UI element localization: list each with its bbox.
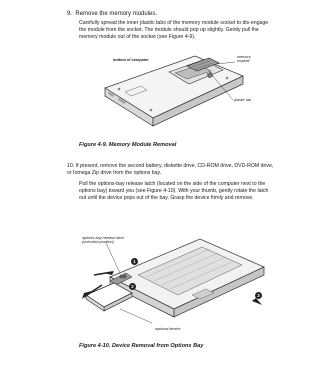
plastic-tab-label: plastic tab	[234, 98, 252, 102]
step-9-title: Remove the memory modules.	[75, 11, 158, 17]
bottom-of-computer-label: bottom of computer	[113, 58, 149, 62]
callout-1: 1	[131, 258, 138, 265]
step-10-title: If present, remove the second battery, diskette drive, CD-ROM drive, DVD-ROM drive, or Iomega Zip drive from the options bay.	[67, 163, 274, 177]
callout-3: 3	[255, 292, 262, 299]
step-9-number: 9.	[67, 11, 73, 17]
figure-4-10-caption: Figure 4-10. Device Removal from Options Bay	[79, 343, 204, 349]
figure-4-9-caption: Figure 4-9. Memory Module Removal	[79, 142, 177, 148]
step-9-heading	[67, 11, 157, 18]
step-10-heading	[67, 163, 277, 177]
step-10-number: 10.	[67, 163, 75, 169]
step-10-body: Pull the options-bay release latch (located on the side of the computer next to the options bay) toward you (see Figure 4-10). With your thumb, gently rotate the latch out until the device pops out of the bay. Grasp the device firmly and remove.	[79, 181, 269, 202]
step-9-body: Carefully spread the inner plastic tabs of the memory module socket to dis-engage the module from the socket. The module should pop up slightly. Gently pull the memory module out of the socket (see Figure 4-9).	[79, 20, 269, 41]
callout-2: 2	[129, 283, 136, 290]
memory-module-label: memory module	[237, 55, 251, 64]
optional-device-label: optional device	[155, 327, 181, 331]
release-latch-label: options-bay release latch (unlocked position)	[82, 236, 125, 245]
